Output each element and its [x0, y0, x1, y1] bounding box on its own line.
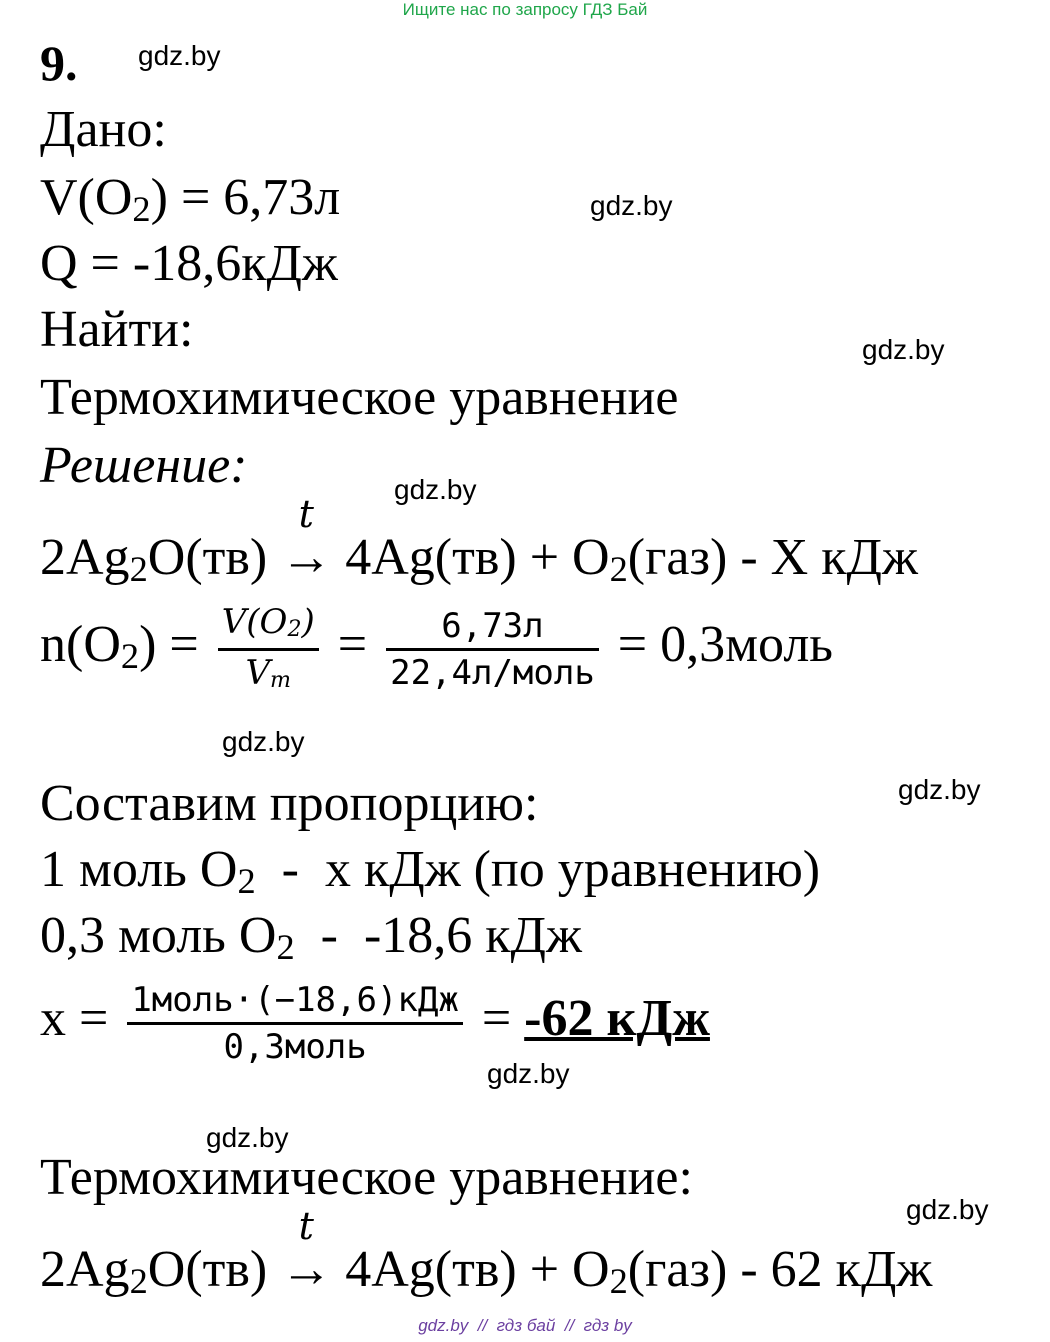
reaction-equation: 2Ag2O(тв) t → 4Ag(тв) + O2(газ) - Х кДж — [40, 492, 918, 589]
footer-links[interactable]: gdz.by // гдз бай // гдз by — [418, 1316, 632, 1335]
final-equation: 2Ag2O(тв) t → 4Ag(тв) + O2(газ) - 62 кДж — [40, 1204, 933, 1301]
x-calculation: х = $\frac{\text{1моль·(−18,6)кДж}}{\text{0,3моль}}$ = -62 кДж — [40, 979, 710, 1067]
given-volume: V(O2) = 6,73л — [40, 169, 341, 229]
watermark: gdz.by — [394, 474, 477, 505]
top-search-link[interactable]: Ищите нас по запросу ГДЗ Бай — [402, 0, 648, 19]
fraction-x: $\frac{\text{1моль·(−18,6)кДж}}{\text{0,3моль}}$ — [127, 978, 463, 1069]
watermark: gdz.by — [138, 40, 221, 71]
watermark: gdz.by — [906, 1194, 989, 1225]
reaction-arrow: t → — [280, 492, 333, 586]
given-heat: Q = -18,6кДж — [40, 235, 338, 292]
watermark: gdz.by — [487, 1058, 570, 1089]
watermark: gdz.by — [898, 774, 981, 805]
proportion-row-1: 1 моль O2 - х кДж (по уравнению) — [40, 841, 821, 901]
given-label: Дано: — [40, 101, 167, 158]
fraction-values: $\frac{6,73л}{\text{22,4л/моль}}$ — [386, 604, 599, 695]
solution-label: Решение: — [40, 437, 248, 494]
answer-value: -62 кДж — [524, 990, 710, 1047]
problem-number: 9. — [40, 35, 78, 91]
final-label: Термохимическое уравнение: — [40, 1149, 693, 1206]
fraction-volume-over-molar: $\frac{V(O2)}{Vm}$ — [218, 600, 319, 699]
proportion-label: Составим пропорцию: — [40, 775, 539, 832]
watermark: gdz.by — [222, 726, 305, 757]
find-value: Термохимическое уравнение — [40, 369, 679, 426]
moles-calculation: n(O2) = $\frac{V(O2)}{Vm}$ = $\frac{6,73л}{\text{22,4л/моль}}$ = 0,3моль — [40, 590, 833, 704]
proportion-row-2: 0,3 моль O2 - -18,6 кДж — [40, 907, 582, 967]
watermark: gdz.by — [862, 334, 945, 365]
reaction-arrow: t → — [280, 1204, 333, 1298]
find-label: Найти: — [40, 301, 194, 358]
watermark: gdz.by — [590, 190, 673, 221]
watermark: gdz.by — [206, 1122, 289, 1153]
